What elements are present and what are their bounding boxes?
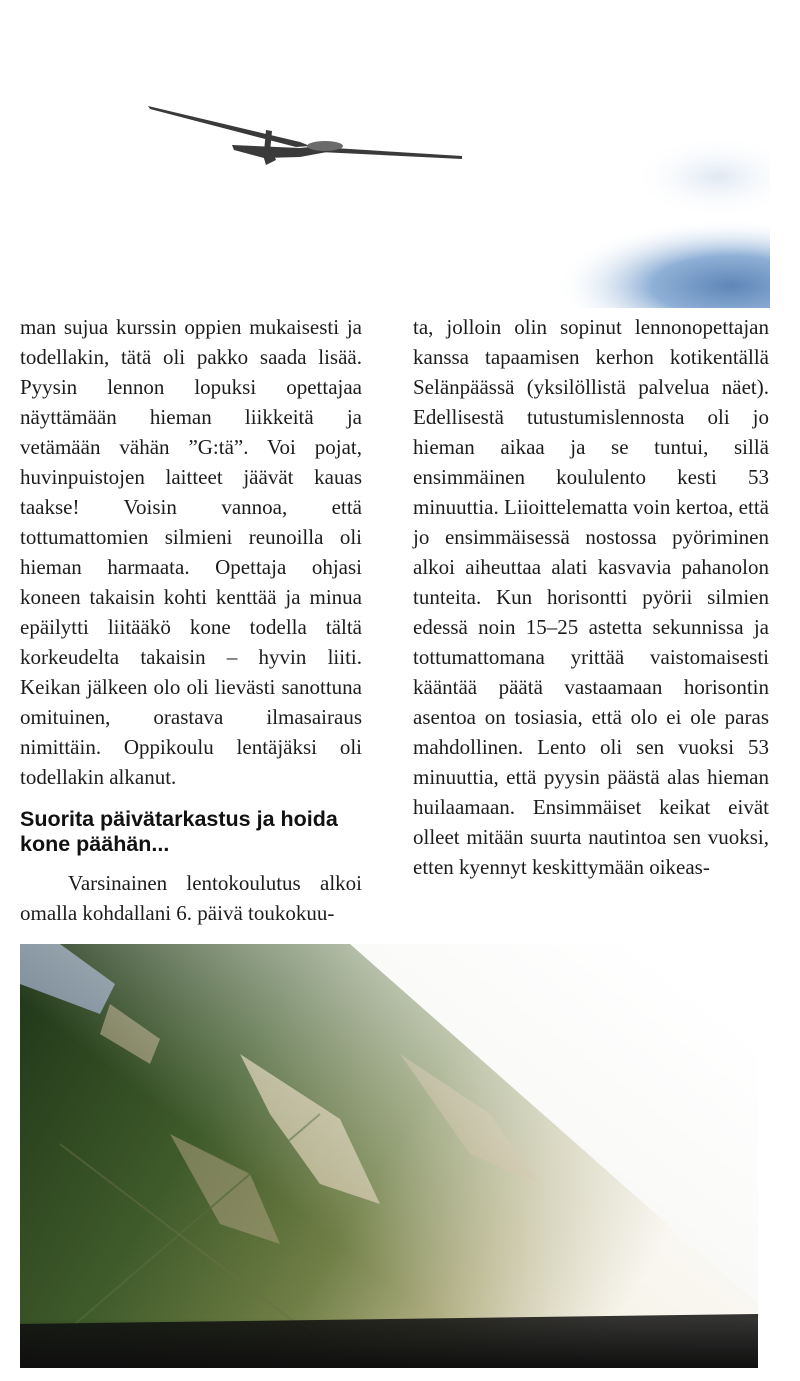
aerial-tilted-landscape-icon	[20, 944, 758, 1368]
aerial-photo	[20, 944, 758, 1368]
glider-in-sky-icon	[0, 0, 770, 308]
right-column-paragraph: ta, jolloin olin sopinut lennonopettajan kanssa tapaamisen kerhon kotikentällä Selänpäässä (yksilöllistä palvelua näet). Edellisestä tutustumislennosta oli jo hieman aikaa ja se tuntui, sillä ensimmäinen koululento kesti 53 minuuttia. Liioittelematta voin kertoa, että jo ensimmäisessä nostossa pyöriminen alkoi aiheuttaa alati kasvavia pahanolon tunteita. Kun horisontti pyörii silmien edessä noin 15–25 astetta sekunnissa ja tottumattomana yrittää vaistomaisesti kääntää päätä vastaamaan horisontin asentoa on tosiasia, että olo ei ole paras mahdollinen. Lento oli sen vuoksi 53 minuuttia, että pyysin päästä alas hieman huilaamaan. Ensimmäiset keikat eivät olleet mitään suurta nautintoa sen vuoksi, etten kyennyt keskittymään oikeas-	[413, 315, 769, 879]
left-column-second-paragraph: Varsinainen lentokoulutus alkoi omalla kohdallani 6. päivä toukokuu-	[20, 871, 362, 925]
section-subheading: Suorita päivätarkastus ja hoida kone päähän...	[20, 807, 338, 856]
glider-photo	[0, 0, 770, 308]
left-column-intro-paragraph: man sujua kurssin oppien mukaisesti ja todellakin, tätä oli pakko saada lisää. Pyysin lennon lopuksi opettajaa näyttämään hieman liikkeitä ja vetämään vähän ”G:tä”. Voi pojat, huvinpuistojen laitteet jäävät kauas taakse! Voisin vannoa, että tottumattomien silmieni reunoilla oli hieman harmaata. Opettaja ohjasi koneen takaisin kohti kenttää ja minua epäilytti liitääkö kone todella tältä korkeudelta takaisin – hyvin liiti. Keikan jälkeen olo oli lievästi sanottuna omituinen, orastava ilmasairaus nimittäin. Oppikoulu lentäjäksi oli todellakin alkanut.	[20, 315, 362, 789]
article-left-column	[20, 312, 362, 928]
article-right-column	[413, 312, 769, 882]
